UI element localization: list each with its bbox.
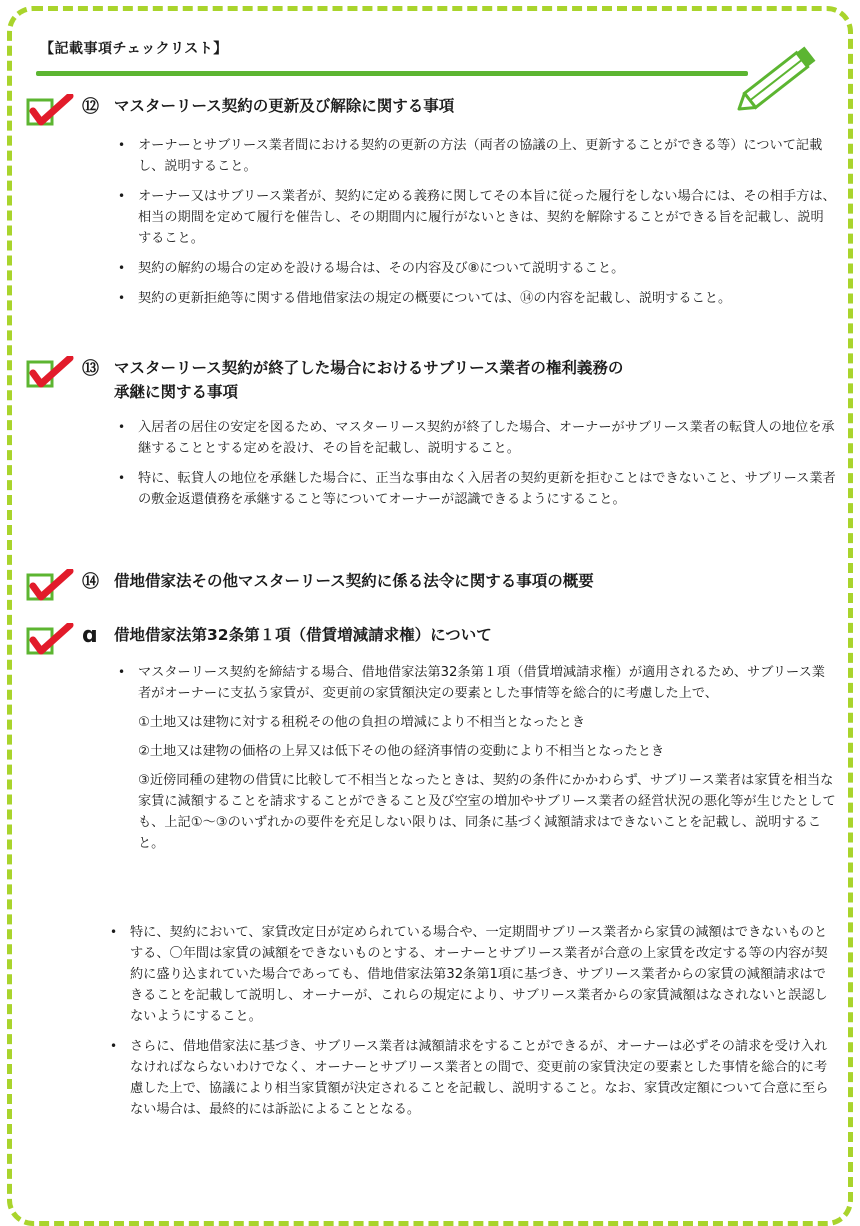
section-13-list <box>116 417 836 519</box>
section-title-line1: マスターリース契約が終了した場合におけるサブリース業者の権利義務の <box>114 359 624 377</box>
section-number: ɑ <box>82 623 98 648</box>
section-12-heading <box>26 94 454 128</box>
section-14-heading <box>26 569 594 603</box>
section-13-heading <box>26 356 623 404</box>
section-title: 借地借家法その他マスターリース契約に係る法令に関する事項の概要 <box>114 572 594 590</box>
list-item: • 特に、転貸人の地位を承継した場合に、正当な事由なく入居者の契約更新を拒むことはできないこと、サブリース業者の敷金返還債務を承継すること等についてオーナーが認識できるようにすること。 <box>116 468 836 510</box>
section-number: ⑬ <box>82 359 99 379</box>
list-item-text: マスターリース契約を締結する場合、借地借家法第32条第１項（借賃増減請求権）が適用されるため、サブリース業者がオーナーに支払う家賃が、変更前の家賃額決定の要素とした事情等を総合的に考慮した上で、 <box>138 665 825 701</box>
checkbox-check-icon <box>26 569 78 603</box>
list-item <box>116 662 836 854</box>
header-underline <box>36 71 748 76</box>
section-12-list <box>116 135 836 318</box>
list-item: • さらに、借地借家法に基づき、サブリース業者は減額請求をすることができるが、オーナーは必ずその請求を受け入れなければならないわけでなく、オーナーとサブリース業者との間で、変更前の家賃決定の要素とした事情を総合的に考慮した上で、協議により相当家賃額が決定されることを記載し、説明すること。なお、家賃改定額について合意に至らない場合は、最終的には訴訟によることとなる。 <box>108 1036 836 1120</box>
checkbox-check-icon <box>26 623 78 657</box>
list-item: • 入居者の居住の安定を図るため、マスターリース契約が終了した場合、オーナーがサブリース業者の転貸人の地位を承継することとする定めを設け、その旨を記載し、説明すること。 <box>116 417 836 459</box>
condition-3: ③近傍同種の建物の借賃に比較して不相当となったときは、契約の条件にかかわらず、サブリース業者は家賃を相当な家賃に減額することを請求することができること及び空室の増加やサブリース業者の経営状況の悪化等が生じたとしても、上記①～③のいずれかの要件を充足しない限りは、同条に基づく減額請求はできないことを記載し、説明すること。 <box>138 773 836 851</box>
list-item: • 特に、契約において、家賃改定日が定められている場合や、一定期間サブリース業者から家賃の減額はできないものとする、〇年間は家賃の減額をできないものとする、オーナーとサブリース業者が合意の上家賃を改定する等の内容が契約に盛り込まれていた場合であっても、借地借家法第32条第1項に基づき、サブリース業者からの家賃の減額請求はできることを記載して説明し、オーナーが、これらの規定により、サブリース業者からの家賃減額はなされないと誤認しないようにすること。 <box>108 922 836 1027</box>
section-title <box>114 356 623 404</box>
pencil-icon <box>728 38 832 116</box>
list-item: • オーナーとサブリース業者間における契約の更新の方法（両者の協議の上、更新することができる等）について記載し、説明すること。 <box>116 135 836 177</box>
section-title-line2: 承継に関する事項 <box>114 383 239 401</box>
condition-2: ②土地又は建物の価格の上昇又は低下その他の経済事情の変動により不相当となったとき <box>138 744 665 759</box>
section-number: ⑫ <box>82 97 99 117</box>
section-a-list <box>116 662 836 863</box>
condition-1: ①土地又は建物に対する租税その他の負担の増減により不相当となったとき <box>138 715 586 730</box>
section-title: 借地借家法第32条第１項（借賃増減請求権）について <box>114 626 492 644</box>
checkbox-check-icon <box>26 94 78 128</box>
section-a-heading <box>26 623 492 657</box>
section-a-list-continued <box>108 922 836 1129</box>
list-item: • 契約の解約の場合の定めを設ける場合は、その内容及び⑧について説明すること。 <box>116 258 836 279</box>
section-number: ⑭ <box>82 572 99 592</box>
list-item: • 契約の更新拒絶等に関する借地借家法の規定の概要については、⑭の内容を記載し、説明すること。 <box>116 288 836 309</box>
list-item: • オーナー又はサブリース業者が、契約に定める義務に関してその本旨に従った履行をしない場合には、その相手方は、相当の期間を定めて履行を催告し、その期間内に履行がないときは、契約を解除することができる旨を記載し、説明すること。 <box>116 186 836 249</box>
checkbox-check-icon <box>26 356 78 390</box>
checklist-title: 【記載事項チェックリスト】 <box>40 41 228 57</box>
section-title: マスターリース契約の更新及び解除に関する事項 <box>114 97 455 115</box>
